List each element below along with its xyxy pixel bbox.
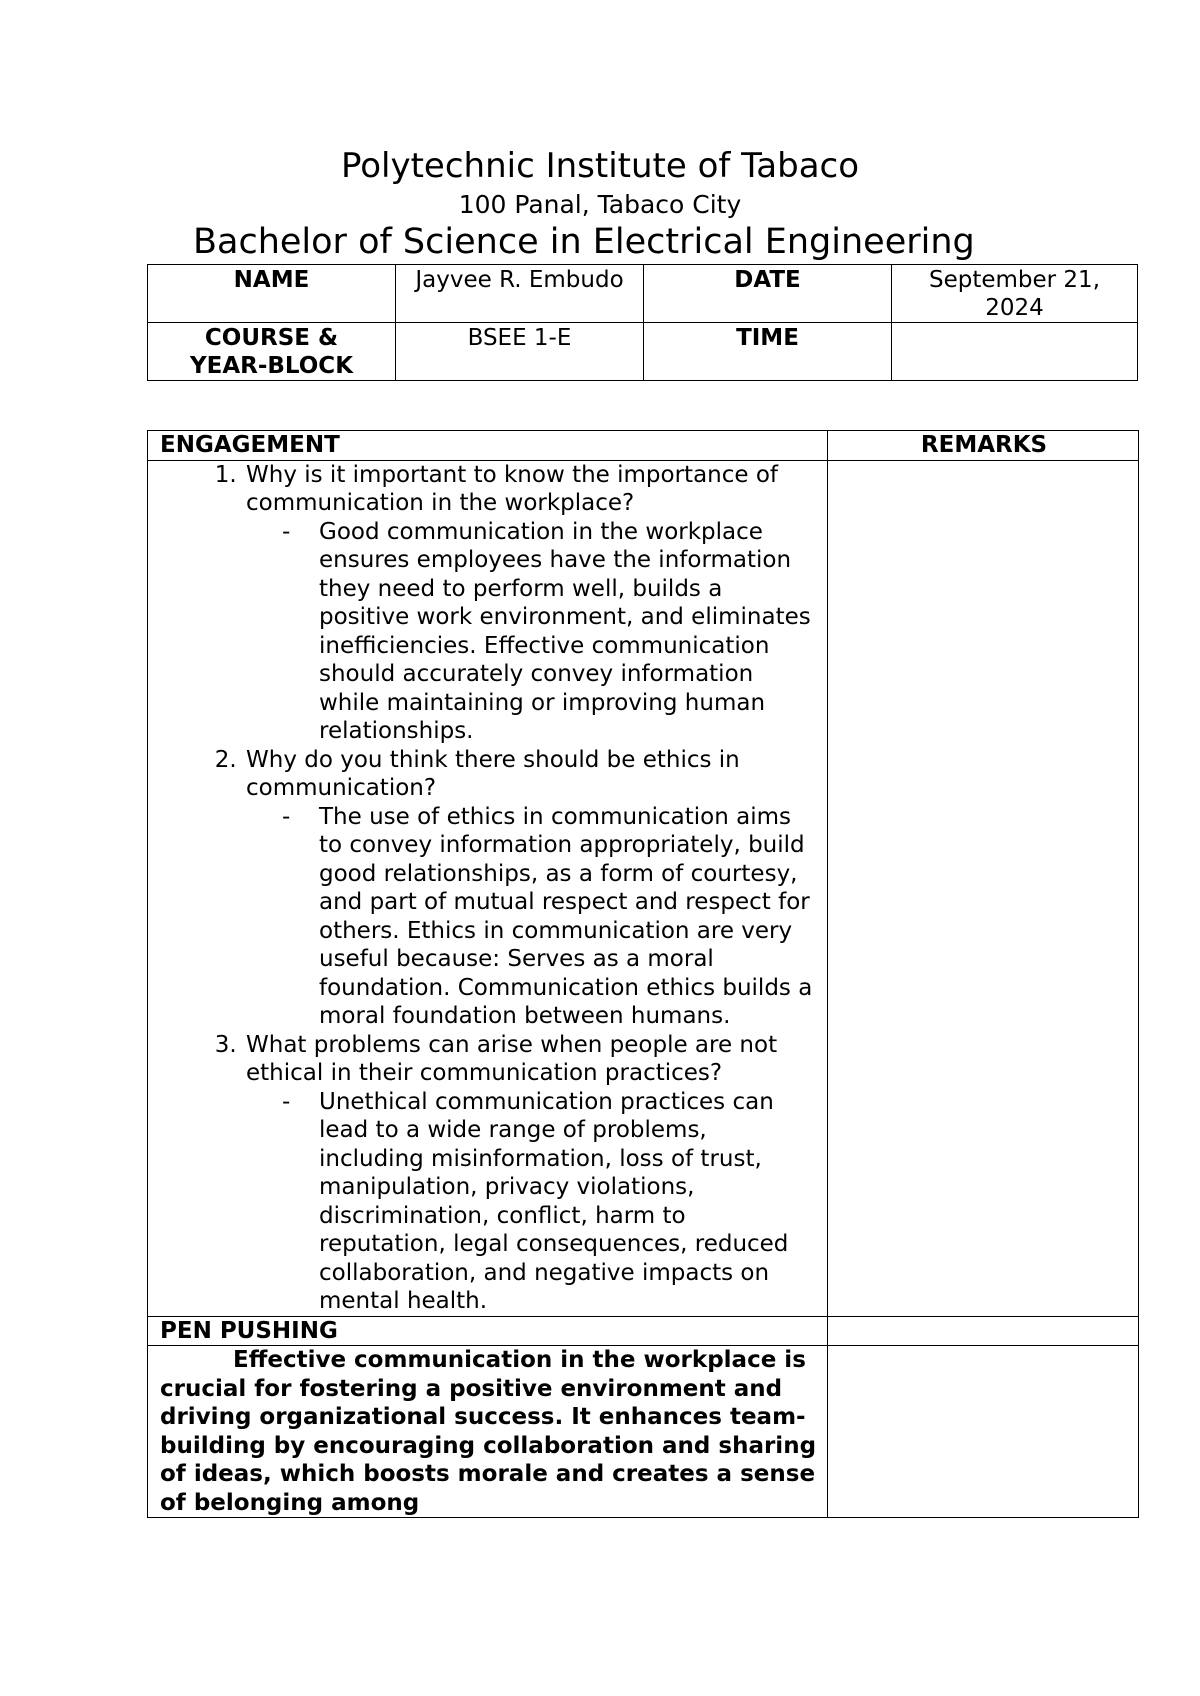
pen-pushing-paragraph: Effective communication in the workplace is crucial for fostering a positive environment and driving organizational success. It enhances team-building by encouraging collaboration and sharing of ideas, which boosts morale and creates a sense of belonging among: [148, 1346, 828, 1518]
answer-list: [246, 1088, 817, 1316]
list-item: [244, 461, 817, 746]
answer-list: [246, 518, 817, 746]
date-label: DATE: [644, 265, 892, 323]
remarks-heading: REMARKS: [828, 431, 1139, 461]
answer-list: [246, 803, 817, 1031]
pen-pushing-content-row: [148, 1346, 1139, 1518]
name-label: NAME: [148, 265, 396, 323]
pen-pushing-header-row: [148, 1316, 1139, 1346]
question-text: What problems can arise when people are not ethical in their communication practices?: [246, 1031, 778, 1086]
pen-pushing-heading: PEN PUSHING: [148, 1316, 828, 1346]
date-value: September 21, 2024: [892, 265, 1138, 323]
pen-pushing-remarks-cell: [828, 1346, 1139, 1518]
question-list: [160, 461, 817, 1316]
question-text: Why do you think there should be ethics in communication?: [246, 746, 740, 801]
institution-name: Polytechnic Institute of Tabaco: [340, 146, 860, 186]
engagement-remarks-cell: [828, 460, 1139, 1316]
answer-text: - The use of ethics in communication aims to convey information appropriately, build good relationships, as a form of courtesy, and part of mutual respect and respect for others. Ethics in communication are very useful because: Serves as a moral foundation. Communication ethics builds a moral foundation between humans.: [319, 803, 817, 1031]
engagement-header-row: [148, 431, 1139, 461]
time-label: TIME: [644, 323, 892, 381]
engagement-content: [148, 460, 828, 1316]
info-row: [148, 265, 1138, 323]
name-value: Jayvee R. Embudo: [396, 265, 644, 323]
list-item: [244, 1031, 817, 1316]
engagement-content-row: [148, 460, 1139, 1316]
engagement-table: [147, 430, 1139, 1518]
engagement-heading: ENGAGEMENT: [148, 431, 828, 461]
institution-address: 100 Panal, Tabaco City: [458, 190, 742, 219]
question-text: Why is it important to know the importance of communication in the workplace?: [246, 461, 779, 516]
answer-text: - Good communication in the workplace ensures employees have the information they need to perform well, builds a positive work environment, and eliminates inefficiencies. Effective communication should accurately convey information while maintaining or improving human relationships.: [319, 518, 817, 746]
list-item: [244, 746, 817, 1031]
student-info-table: [147, 264, 1138, 381]
time-value: [892, 323, 1138, 381]
info-row: [148, 323, 1138, 381]
pen-pushing-remarks-header-cell: [828, 1316, 1139, 1346]
course-value: BSEE 1-E: [396, 323, 644, 381]
answer-text: - Unethical communication practices can lead to a wide range of problems, including misinformation, loss of trust, manipulation, privacy violations, discrimination, conflict, harm to reputation, legal consequences, reduced collaboration, and negative impacts on mental health.: [319, 1088, 817, 1316]
program-title: Bachelor of Science in Electrical Engineering: [193, 222, 975, 262]
course-label: COURSE & YEAR-BLOCK: [148, 323, 396, 381]
